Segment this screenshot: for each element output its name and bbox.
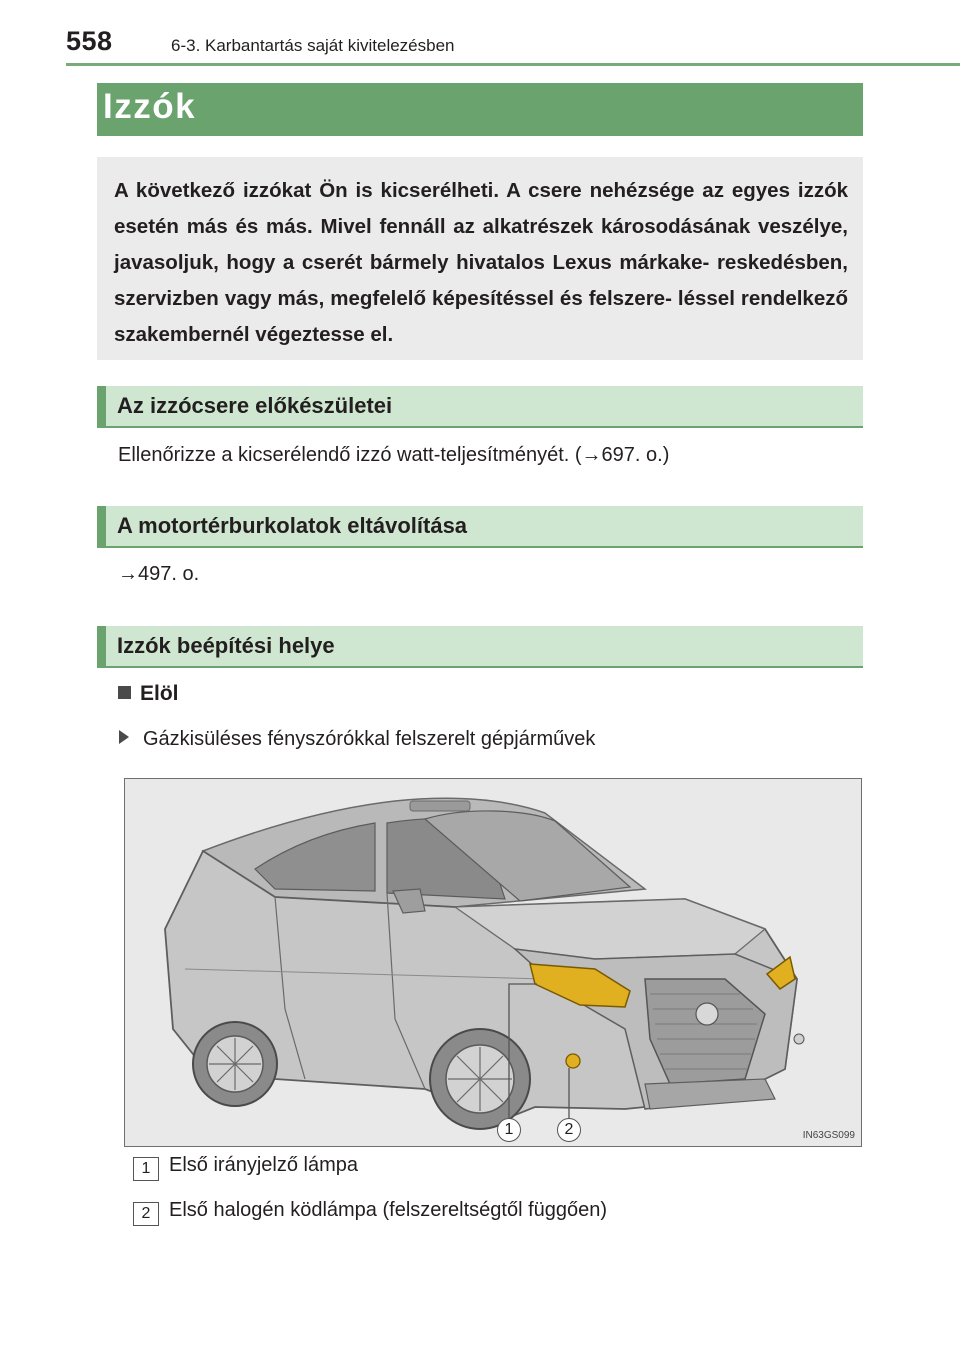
bullet-item — [119, 728, 595, 751]
page-number: 558 — [66, 26, 113, 56]
page-title-bar — [97, 83, 863, 136]
intro-text: A következő izzókat Ön is kicserélheti. A csere nehézsége az egyes izzók esetén más és más. Mivel fennáll az alkatrészek károsodásának veszélye, javasoljuk, hogy a cserét bármely hivatalos Lexus márkake- reskedésben, szervizben vagy más, megfelelő képesítéssel és felszere- léssel rendelkező szakembernél végeztesse el. — [114, 179, 848, 346]
legend-text: Első halogén ködlámpa (felszereltségtől függően) — [169, 1199, 608, 1221]
square-bullet-icon — [118, 686, 131, 699]
car-illustration — [124, 778, 862, 1147]
legend-text: Első irányjelző lámpa — [169, 1154, 358, 1176]
section-heading-text: Izzók beépítési helye — [117, 633, 335, 658]
engine-covers-reference-link[interactable]: →497. o. — [118, 563, 200, 585]
callout-2: 2 — [557, 1118, 581, 1142]
figure-code: IN63GS099 — [802, 1130, 855, 1141]
section-heading-preparation — [97, 386, 863, 428]
section-heading-text: Az izzócsere előkészületei — [117, 393, 393, 418]
page-title: Izzók — [103, 87, 197, 126]
car-drawing — [125, 779, 862, 1147]
header-rule — [66, 63, 960, 66]
callout-1: 1 — [497, 1118, 521, 1142]
section-heading-text: A motortérburkolatok eltávolítása — [117, 513, 468, 538]
page-header — [66, 24, 960, 64]
bullet-text: Gázkisüléses fényszórókkal felszerelt gépjárművek — [143, 728, 596, 750]
intro-box — [97, 157, 863, 360]
subheading-text: Elöl — [140, 682, 179, 705]
legend-number-box: 1 — [133, 1157, 159, 1181]
triangle-bullet-icon — [119, 730, 129, 744]
section-heading-bulb-locations — [97, 626, 863, 668]
legend-number-box: 2 — [133, 1202, 159, 1226]
preparation-text: Ellenőrizze a kicserélendő izzó watt-teljesítményét. (→697. o.) — [118, 444, 670, 466]
section-heading-engine-covers — [97, 506, 863, 548]
subheading-front — [118, 682, 179, 706]
section-marker — [97, 626, 106, 666]
chapter-title: 6-3. Karbantartás saját kivitelezésben — [171, 36, 455, 55]
section-marker — [97, 386, 106, 426]
section-marker — [97, 506, 106, 546]
